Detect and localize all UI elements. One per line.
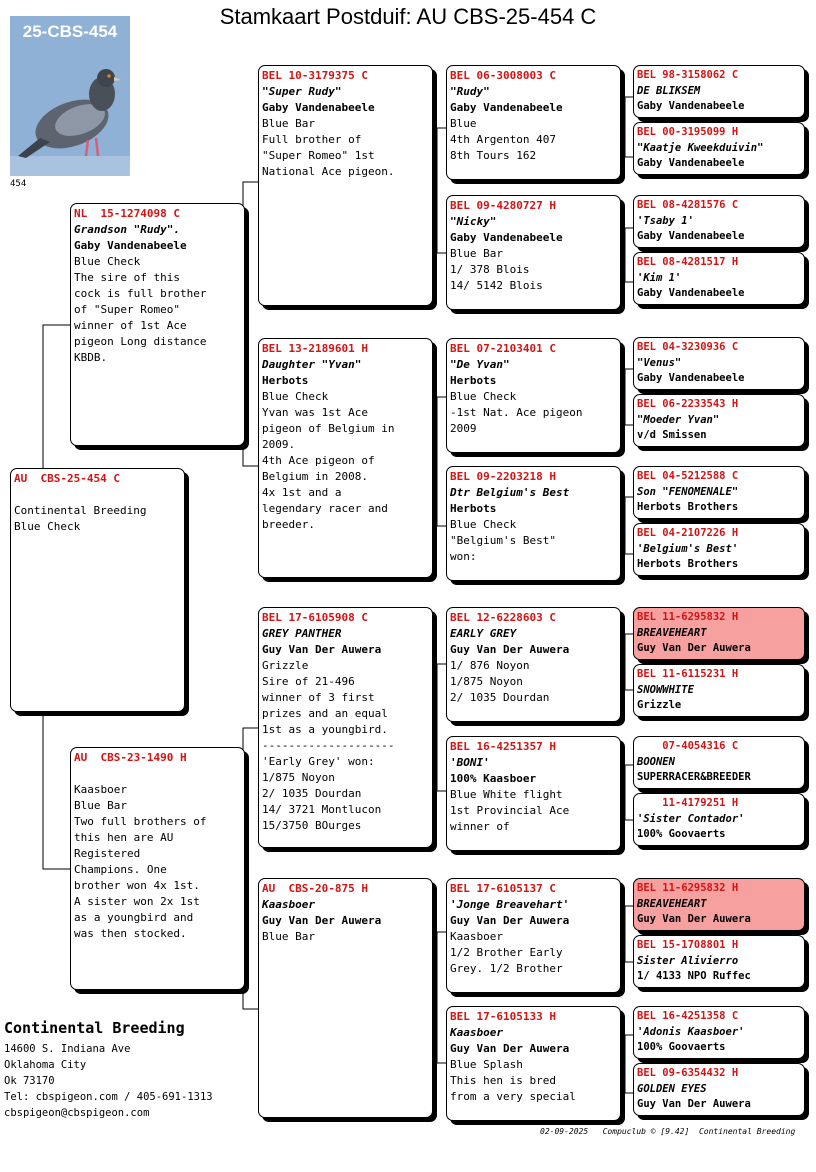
card-notes: Blue Check Yvan was 1st Ace pigeon of Belgium in 2009. 4th Ace pigeon of Belgium in 2008. 4x 1st and a legendary racer and breeder. bbox=[262, 390, 395, 531]
card-pigeon-name: "Kaatje Kweekduivin" bbox=[637, 141, 764, 154]
pedigree-card-gggp-8[interactable] bbox=[633, 523, 805, 576]
card-pigeon-name: 'BONI' bbox=[450, 756, 490, 769]
card-ring-number: BEL 16-4251358 C bbox=[637, 1010, 739, 1022]
pedigree-card-ggp-4[interactable] bbox=[446, 466, 621, 581]
card-owner: Gaby Vandenabeele bbox=[637, 287, 745, 299]
pedigree-card-gggp-12[interactable] bbox=[633, 793, 805, 846]
card-pigeon-name: "Rudy" bbox=[450, 85, 490, 98]
card-notes: 1/ 876 Noyon 1/875 Noyon 2/ 1035 Dourdan bbox=[450, 659, 550, 704]
card-owner: Guy Van Der Auwera bbox=[262, 643, 382, 656]
pedigree-card-granddam-2[interactable] bbox=[258, 878, 433, 1118]
pedigree-card-ggp-2[interactable] bbox=[446, 195, 621, 310]
card-ring-number: BEL 08-4281576 C bbox=[637, 199, 739, 211]
card-owner: v/d Smissen bbox=[637, 429, 707, 441]
card-owner: Guy Van Der Auwera bbox=[637, 642, 751, 654]
breeder-email: cbspigeon@cbspigeon.com bbox=[4, 1107, 150, 1119]
card-notes: Kaasboer Blue Bar Two full brothers of this hen are AU Registered Champions. One brother won 4x 1st. A sister won 2x 1st as a youngbird and was then stocked. bbox=[74, 783, 207, 940]
card-ring-number: AU CBS-20-875 H bbox=[262, 882, 368, 895]
card-ring-number: BEL 17-6105137 C bbox=[450, 882, 556, 895]
card-notes: Blue Check "Belgium's Best" won: bbox=[450, 518, 556, 563]
pedigree-card-gggp-10[interactable] bbox=[633, 664, 805, 717]
card-owner: Gaby Vandenabeele bbox=[262, 101, 375, 114]
pedigree-card-sire[interactable] bbox=[70, 203, 245, 446]
pedigree-card-gggp-14[interactable] bbox=[633, 935, 805, 988]
card-owner: Guy Van Der Auwera bbox=[450, 643, 570, 656]
pedigree-card-ggp-7[interactable] bbox=[446, 878, 621, 993]
pedigree-card-gggp-13[interactable] bbox=[633, 878, 805, 931]
card-ring-number: BEL 06-2233543 H bbox=[637, 398, 739, 410]
card-ring-number: BEL 11-6115231 H bbox=[637, 668, 739, 680]
card-notes: Kaasboer 1/2 Brother Early Grey. 1/2 Brother bbox=[450, 930, 563, 975]
card-owner: Herbots bbox=[450, 374, 497, 387]
card-ring-number: BEL 10-3179375 C bbox=[262, 69, 368, 82]
breeder-city: Oklahoma City bbox=[4, 1059, 87, 1071]
card-pigeon-name: EARLY GREY bbox=[450, 627, 517, 640]
breeder-state-zip: Ok 73170 bbox=[4, 1075, 55, 1087]
card-ring-number: BEL 16-4251357 H bbox=[450, 740, 556, 753]
footer-print-info: 02-09-2025 Compuclub © [9.42] Continental Breeding bbox=[540, 1127, 796, 1136]
card-notes: Blue Bar Full brother of "Super Romeo" 1st National Ace pigeon. bbox=[262, 117, 395, 178]
pedigree-card-subject[interactable] bbox=[10, 468, 185, 712]
card-ring-number: BEL 04-3230936 C bbox=[637, 341, 739, 353]
card-pigeon-name: Daughter "Yvan" bbox=[262, 358, 362, 371]
card-owner: Guy Van Der Auwera bbox=[637, 1098, 751, 1110]
card-notes: Blue Check -1st Nat. Ace pigeon 2009 bbox=[450, 390, 583, 435]
pedigree-card-grandsire-2[interactable] bbox=[258, 607, 433, 848]
card-owner: Herbots Brothers bbox=[637, 501, 739, 513]
card-owner: 100% Kaasboer bbox=[450, 772, 537, 785]
photo-number: 454 bbox=[10, 179, 27, 189]
card-pigeon-name: BOONEN bbox=[637, 755, 675, 768]
card-pigeon-name: 'Jonge Breavehart' bbox=[450, 898, 570, 911]
card-ring-number: BEL 15-1708801 H bbox=[637, 939, 739, 951]
card-owner: 1/ 4133 NPO Ruffec bbox=[637, 970, 751, 982]
card-pigeon-name: 'Tsaby 1' bbox=[637, 214, 694, 227]
card-pigeon-name: Grandson "Rudy". bbox=[74, 223, 180, 236]
card-ring-number: BEL 11-6295832 H bbox=[637, 611, 739, 623]
pedigree-card-ggp-1[interactable] bbox=[446, 65, 621, 180]
pedigree-card-ggp-5[interactable] bbox=[446, 607, 621, 722]
card-owner: Guy Van Der Auwera bbox=[450, 914, 570, 927]
card-ring-number: BEL 17-6105908 C bbox=[262, 611, 368, 624]
card-ring-number: BEL 09-4280727 H bbox=[450, 199, 556, 212]
card-ring-number: BEL 11-6295832 H bbox=[637, 882, 739, 894]
card-ring-number: BEL 09-6354432 H bbox=[637, 1067, 739, 1079]
pedigree-card-gggp-1[interactable] bbox=[633, 65, 805, 118]
card-pigeon-name: 'Belgium's Best' bbox=[637, 542, 739, 555]
card-ring-number: 07-4054316 C bbox=[637, 740, 739, 752]
card-ring-number: BEL 12-6228603 C bbox=[450, 611, 556, 624]
card-owner: Herbots Brothers bbox=[637, 558, 739, 570]
card-notes: Blue Splash This hen is bred from a very special bbox=[450, 1058, 576, 1103]
card-pigeon-name: Son "FENOMENALE" bbox=[637, 485, 739, 498]
pedigree-card-ggp-8[interactable] bbox=[446, 1006, 621, 1121]
card-notes: Blue 4th Argenton 407 8th Tours 162 bbox=[450, 117, 556, 162]
card-ring-number: 11-4179251 H bbox=[637, 797, 739, 809]
card-pigeon-name: "Nicky" bbox=[450, 215, 497, 228]
card-owner: Gaby Vandenabeele bbox=[74, 239, 187, 252]
card-pigeon-name: Dtr Belgium's Best bbox=[450, 486, 570, 499]
card-owner: Gaby Vandenabeele bbox=[450, 101, 563, 114]
pedigree-card-grandsire-1[interactable] bbox=[258, 65, 433, 306]
card-pigeon-name: BREAVEHEART bbox=[637, 897, 707, 910]
breeder-name: Continental Breeding bbox=[4, 1019, 185, 1037]
pedigree-card-gggp-11[interactable] bbox=[633, 736, 805, 789]
card-pigeon-name: 'Kim 1' bbox=[637, 271, 682, 284]
card-owner: Gaby Vandenabeele bbox=[637, 230, 745, 242]
card-ring-number: BEL 06-3008003 C bbox=[450, 69, 556, 82]
pedigree-card-gggp-3[interactable] bbox=[633, 195, 805, 248]
card-pigeon-name: DE BLIKSEM bbox=[637, 84, 701, 97]
card-owner: Gaby Vandenabeele bbox=[450, 231, 563, 244]
card-owner: 100% Goovaerts bbox=[637, 1041, 726, 1053]
pedigree-card-granddam-1[interactable] bbox=[258, 338, 433, 578]
card-owner: SUPERRACER&BREEDER bbox=[637, 771, 751, 783]
card-ring-number: BEL 04-2107226 H bbox=[637, 527, 739, 539]
breeder-info bbox=[4, 1018, 213, 1121]
card-ring-number: BEL 13-2189601 H bbox=[262, 342, 368, 355]
breeder-tel: Tel: cbspigeon.com / 405-691-1313 bbox=[4, 1091, 213, 1103]
card-ring-number: NL 15-1274098 C bbox=[74, 207, 180, 220]
card-pigeon-name: Kaasboer bbox=[450, 1026, 503, 1039]
card-owner: Guy Van Der Auwera bbox=[450, 1042, 570, 1055]
pedigree-card-gggp-9[interactable] bbox=[633, 607, 805, 660]
card-owner: Gaby Vandenabeele bbox=[637, 372, 745, 384]
card-pigeon-name: SNOWWHITE bbox=[637, 683, 694, 696]
card-owner: Guy Van Der Auwera bbox=[637, 913, 751, 925]
pedigree-card-gggp-15[interactable] bbox=[633, 1006, 805, 1059]
page-title: Stamkaart Postduif: AU CBS-25-454 C bbox=[219, 4, 597, 29]
card-owner: Gaby Vandenabeele bbox=[637, 157, 745, 169]
card-notes: Blue Bar 1/ 378 Blois 14/ 5142 Blois bbox=[450, 247, 543, 292]
card-owner: Herbots bbox=[450, 502, 497, 515]
card-owner: Guy Van Der Auwera bbox=[262, 914, 382, 927]
pedigree-card-gggp-2[interactable] bbox=[633, 122, 805, 175]
card-notes: Blue Bar bbox=[262, 930, 315, 943]
pedigree-card-gggp-7[interactable] bbox=[633, 466, 805, 519]
card-pigeon-name: Kaasboer bbox=[262, 898, 315, 911]
card-notes: Continental Breeding Blue Check bbox=[14, 504, 147, 533]
card-notes: Blue White flight 1st Provincial Ace winner of bbox=[450, 788, 570, 833]
card-owner: Grizzle bbox=[637, 699, 682, 711]
card-owner: 100% Goovaerts bbox=[637, 828, 726, 840]
card-pigeon-name: 'Sister Contador' bbox=[637, 812, 745, 825]
pedigree-card-gggp-16[interactable] bbox=[633, 1063, 805, 1116]
photo-ring-label: 25-CBS-454 bbox=[22, 22, 118, 41]
card-ring-number: BEL 07-2103401 C bbox=[450, 342, 556, 355]
pedigree-card-gggp-6[interactable] bbox=[633, 394, 805, 447]
card-pigeon-name: GOLDEN EYES bbox=[637, 1082, 707, 1095]
card-pigeon-name: "Venus" bbox=[637, 356, 682, 369]
card-ring-number: AU CBS-25-454 C bbox=[14, 472, 120, 485]
card-pigeon-name: BREAVEHEART bbox=[637, 626, 707, 639]
card-ring-number: BEL 04-5212588 C bbox=[637, 470, 739, 482]
card-ring-number: BEL 17-6105133 H bbox=[450, 1010, 556, 1023]
pedigree-card-dam[interactable] bbox=[70, 747, 245, 990]
pedigree-card-gggp-5[interactable] bbox=[633, 337, 805, 390]
card-ring-number: BEL 00-3195099 H bbox=[637, 126, 739, 138]
card-notes: Grizzle Sire of 21-496 winner of 3 first prizes and an equal 1st as a youngbird. -------------------- 'Early Grey' won: 1/875 Noyon 2/ 1035 Dourdan 14/ 3721 Montlucon 15/3750 BOurges bbox=[262, 659, 395, 832]
pedigree-card-ggp-3[interactable] bbox=[446, 338, 621, 453]
card-pigeon-name: "De Yvan" bbox=[450, 358, 510, 371]
card-ring-number: BEL 09-2203218 H bbox=[450, 470, 556, 483]
card-pigeon-name: "Super Rudy" bbox=[262, 85, 342, 98]
pedigree-card-ggp-6[interactable] bbox=[446, 736, 621, 851]
card-ring-number: AU CBS-23-1490 H bbox=[74, 751, 187, 764]
card-notes: Blue Check The sire of this cock is full brother of "Super Romeo" winner of 1st Ace pigeon Long distance KBDB. bbox=[74, 255, 207, 364]
card-pigeon-name: 'Adonis Kaasboer' bbox=[637, 1025, 745, 1038]
breeder-address: 14600 S. Indiana Ave bbox=[4, 1043, 131, 1055]
card-ring-number: BEL 98-3158062 C bbox=[637, 69, 739, 81]
card-pigeon-name: "Moeder Yvan" bbox=[637, 413, 720, 426]
card-owner: Herbots bbox=[262, 374, 309, 387]
pedigree-card-gggp-4[interactable] bbox=[633, 252, 805, 305]
card-pigeon-name: Sister Alivierro bbox=[637, 954, 739, 967]
card-pigeon-name: GREY PANTHER bbox=[262, 627, 342, 640]
card-ring-number: BEL 08-4281517 H bbox=[637, 256, 739, 268]
card-owner: Gaby Vandenabeele bbox=[637, 100, 745, 112]
